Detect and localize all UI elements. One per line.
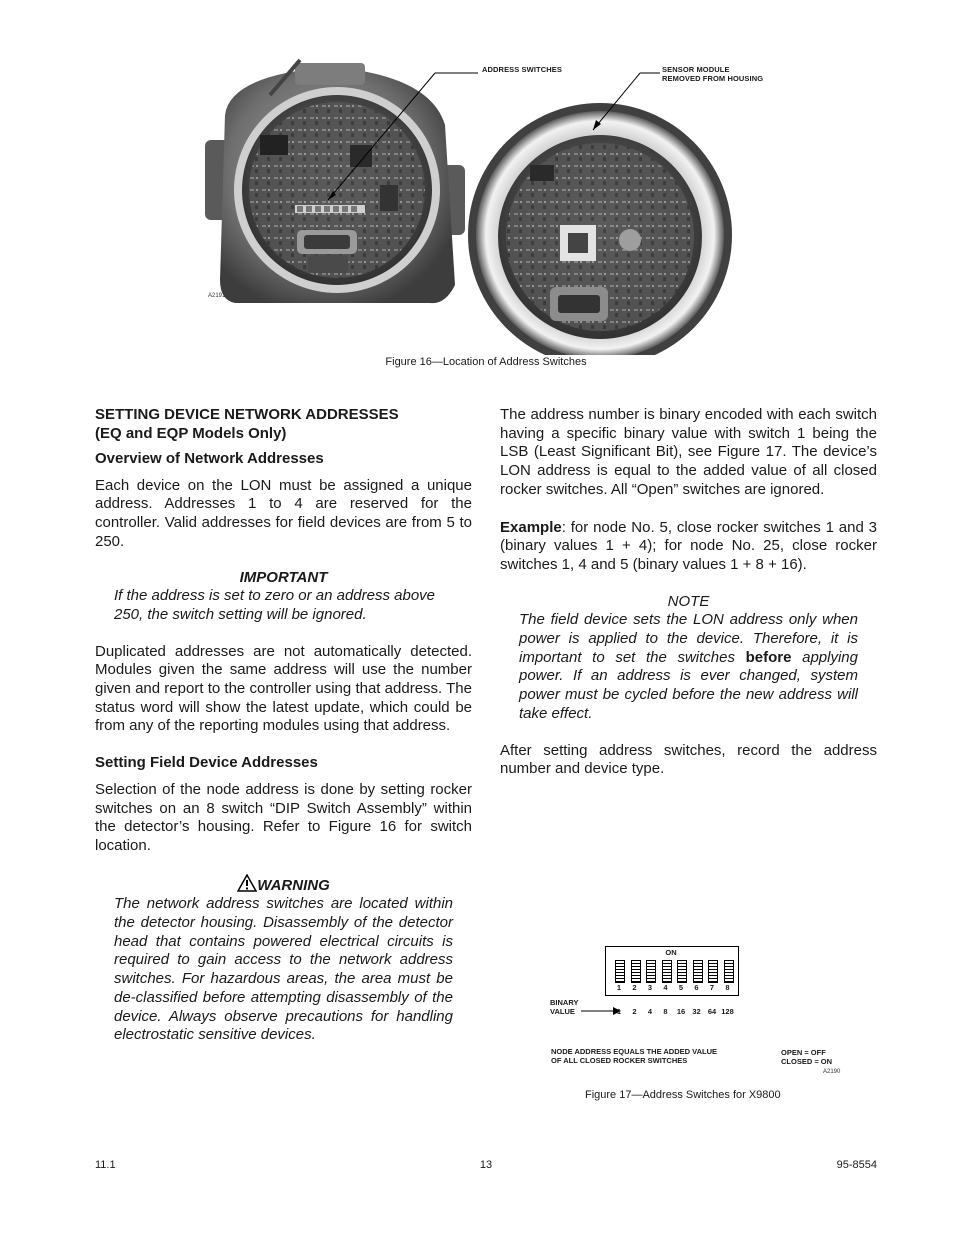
dip-switch-4 [662,960,672,983]
section-title-line-2: (EQ and EQP Models Only) [95,424,287,442]
note-block [519,593,858,724]
dip-switch-7 [708,960,718,983]
callout-sensor-module [662,65,763,83]
note-text [519,611,858,723]
switch-number: 2 [632,983,637,992]
figure-16-caption: Figure 16—Location of Address Switches [385,356,587,368]
switch-number: 7 [709,983,715,992]
binary-value: 128 [721,1007,734,1016]
left-column [95,406,472,1045]
right-column [500,406,877,779]
callout-address-switches: ADDRESS SWITCHES [482,65,562,74]
dip-switch-3 [646,960,656,983]
switch-number: 4 [663,983,668,992]
binary-value: 2 [632,1007,637,1016]
binary-value: 1 [616,1007,622,1016]
switch-number: 8 [725,983,730,992]
figure-17-caption: Figure 17—Address Switches for X9800 [585,1089,781,1101]
warning-title: WARNING [257,876,330,894]
important-block [114,569,453,625]
note-title: NOTE [667,592,710,610]
legend-line-2: CLOSED = ON [781,1057,833,1066]
binary-value: 16 [676,1007,686,1016]
binary-value: 8 [663,1007,668,1016]
setting-paragraph: Selection of the node address is done by setting rocker switches on an 8 switch “DIP Switch Assembly” within the detector’s housing. Refer to Figure 16 for switch location. [95,780,472,854]
note-text-part-1: The field device sets the LON address only when power is applied to the device. Therefore, it is important to set the switches [519,611,858,666]
duplicate-paragraph: Duplicated addresses are not automatically detected. Modules given the same address will use the number given and report to the controller using that address. The status word will show the latest update, which could be from any of the reporting modules using that address. [95,642,472,735]
node-address-note-line-2: OF ALL CLOSED ROCKER SWITCHES [551,1056,688,1065]
switch-number: 6 [694,983,699,992]
dip-switch-5 [677,960,687,983]
callout-sensor-line-1: SENSOR MODULE [662,65,730,74]
binary-value-label [550,998,578,1016]
example-paragraph [500,519,877,575]
node-address-note [551,1047,717,1065]
footer-document-number: 95-8554 [836,1159,877,1171]
section-title [95,406,472,443]
figure-17-id: A2190 [823,1069,841,1075]
binary-label-line-1: BINARY [550,998,579,1007]
warning-triangle-icon [237,874,257,892]
binary-value: 4 [647,1007,653,1016]
dip-switch-6 [693,960,703,983]
binary-label-line-2: VALUE [550,1007,575,1016]
setting-heading: Setting Field Device Addresses [95,754,318,772]
note-text-part-2: applying power. If an address is ever changed, system power must be cycled before the new address will take effect. [519,648,858,722]
dip-switch-1 [615,960,625,983]
legend-line-1: OPEN = OFF [781,1048,826,1057]
binary-value: 64 [707,1007,717,1016]
example-text: : for node No. 5, close rocker switches 1 and 3 (binary values 1 + 4); for node No. 25, close rocker switches 1, 4 and 5 (binary values 1 + 8 + 16). [500,518,877,573]
overview-paragraph: Each device on the LON must be assigned a unique address. Addresses 1 to 4 are reserved for the controller. Valid addresses for field devices are from 5 to 250. [95,476,472,550]
detector-housing [205,60,465,303]
sensor-module [468,103,732,355]
footer-page-number: 13 [479,1159,493,1171]
warning-heading [114,874,453,896]
dip-on-label: ON [665,948,677,957]
example-label: Example [500,518,562,536]
important-title: IMPORTANT [239,568,328,586]
node-address-note-line-1: NODE ADDRESS EQUALS THE ADDED VALUE [551,1047,717,1056]
figure-16-photo [200,55,780,355]
after-paragraph: After setting address switches, record the address number and device type. [500,741,877,778]
figure-16 [200,55,780,355]
warning-text: The network address switches are located within the detector housing. Disassembly of the detector head that contains powered electrical circuits is required to gain access to the network address switches. For hazardous areas, the area must be de-classified before attempting disassembly of the device. Always observe precautions for handling electrostatic sensitive devices. [114,895,453,1044]
callout-sensor-line-2: REMOVED FROM HOUSING [662,74,764,83]
dip-switch-8 [724,960,734,983]
switch-number: 5 [678,983,684,992]
important-text: If the address is set to zero or an address above 250, the switch setting will be ignored. [114,587,436,623]
open-closed-legend [781,1048,832,1066]
section-title-line-1: SETTING DEVICE NETWORK ADDRESSES [95,406,399,423]
note-text-bold: before [745,648,792,666]
binary-value: 32 [692,1007,701,1016]
footer-revision: 11.1 [95,1159,116,1171]
dip-switch-2 [631,960,641,983]
binary-paragraph: The address number is binary encoded with each switch having a specific binary value with switch 1 being the LSB (Least Significant Bit), see Figure 17. The device’s LON address is equal to the added value of all closed rocker switches. All “Open” switches are ignored. [500,406,877,498]
switch-number: 3 [647,983,653,992]
warning-block [114,874,453,1045]
figure-17 [545,940,865,1080]
switch-number: 1 [616,983,622,992]
figure-16-id: A2191 [208,293,226,299]
overview-heading: Overview of Network Addresses [95,450,324,467]
